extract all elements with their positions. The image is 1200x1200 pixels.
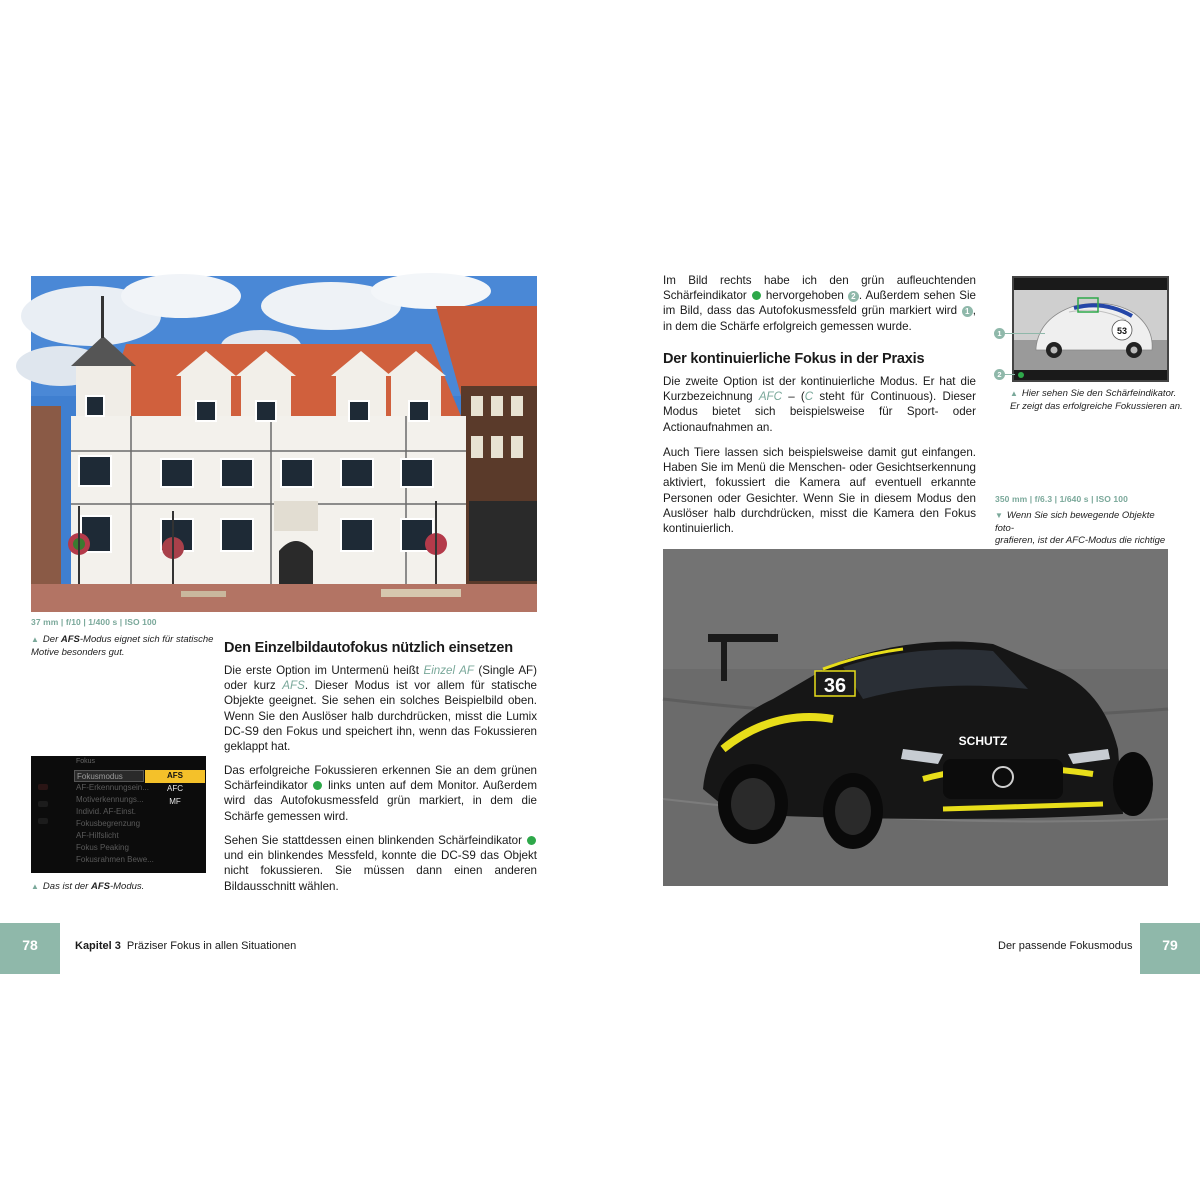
camera-focus-menu xyxy=(31,756,206,873)
menu-item[interactable]: Fokusbegrenzung xyxy=(76,819,141,828)
focus-indicator-icon xyxy=(527,836,536,845)
camera-monitor-screenshot xyxy=(1012,276,1169,382)
callout-marker-2: 2 xyxy=(994,369,1005,380)
menu-item[interactable]: Motiverkennungs... xyxy=(76,795,144,804)
footer-chapter-label: Kapitel 3 xyxy=(75,940,121,952)
footer-section-title: Der passende Fokusmodus xyxy=(998,940,1133,952)
menu-item[interactable]: AF-Erkennungsein... xyxy=(76,783,149,792)
photo-caption: ▲ Der AFS-Modus eignet sich für statische Motive besonders gut. xyxy=(31,634,214,658)
race-caption: ▼ Wenn Sie sich bewegende Objekte foto- grafieren, ist der AFC-Modus die richtige xyxy=(995,510,1166,546)
right-page-number: 79 xyxy=(1140,923,1200,974)
menu-caption: ▲ Das ist der AFS-Modus. xyxy=(31,881,145,892)
footer-chapter-title: Präziser Fokus in allen Situationen xyxy=(126,940,297,952)
paragraph-blinking-indicator: Sehen Sie stattdessen einen blinkenden Schärfeindikator und ein blinkendes Messfeld, konnte die DC-S9 das Objekt nicht fokussieren. Sie müssen dann einen anderen Bildausschnitt wählen. xyxy=(224,834,537,893)
beetle-caption: ▲ Hier sehen Sie den Schärfeindikator. Er zeigt das erfolgreiche Fokussieren an. xyxy=(1010,388,1183,412)
race-car-photo xyxy=(663,549,1168,886)
marker-2-icon: 2 xyxy=(848,291,859,302)
menu-option-mf[interactable]: MF xyxy=(169,797,181,806)
section-heading-afs: Den Einzelbildautofokus nützlich einsetzen xyxy=(224,640,513,656)
paragraph-continuous-focus: Auch Tiere lassen sich beispielsweise damit gut einfangen. Haben Sie im Menü die Menschen- oder Gesichtserkennung aktiviert, fokussiert die Kamera auf eventuell erkannte Personen oder Gesichter. Wenn Sie in diesem Modus den Auslöser halb durchdrücken, misst die Kamera den Fokus kontinuierlich. xyxy=(663,446,976,536)
car-sponsor: SCHUTZ xyxy=(958,734,1008,748)
focus-indicator-icon xyxy=(313,781,322,790)
menu-title: Fokus xyxy=(76,758,96,765)
car-number: 36 xyxy=(823,675,847,697)
left-page-number: 78 xyxy=(0,923,60,974)
menu-item[interactable]: AF-Hilfslicht xyxy=(76,831,119,840)
marker-1-icon: 1 xyxy=(962,306,973,317)
section-heading-afc: Der kontinuierliche Fokus in der Praxis xyxy=(663,351,925,367)
menu-option-afc[interactable]: AFC xyxy=(167,784,183,793)
paragraph-focus-indicator: Das erfolgreiche Fokussieren erkennen Sie an dem grünen Schärfeindikator links unten auf dem Monitor. Außerdem wird das Autofokusmessfeld grün markiert, in dem die Schärfe gemessen wird. xyxy=(224,764,537,823)
race-exif: 350 mm | f/6.3 | 1/640 s | ISO 100 xyxy=(995,494,1128,504)
callout-marker-1: 1 xyxy=(994,328,1005,339)
menu-item[interactable]: Fokusrahmen Bewe... xyxy=(76,855,154,864)
paragraph-indicator-highlight: Im Bild rechts habe ich den grün aufleuchtenden Schärfeindikator hervorgehoben 2 . Außerdem sehen Sie im Bild, dass das Autofokusmessfeld grün markiert wird 1 , in dem die Schärfe erfolgreich gemessen wurde. xyxy=(663,274,977,333)
paragraph-afc-intro: Die zweite Option ist der kontinuierliche Modus. Er hat die Kurzbezeichnung AFC – (C steht für Continuous). Dieser Modus bietet sich beispielsweise für Sport- oder Actionaufnahmen an. xyxy=(663,375,976,434)
menu-item[interactable]: Fokusmodus xyxy=(74,770,144,782)
beetle-number: 53 xyxy=(1116,326,1128,336)
photo-exif: 37 mm | f/10 | 1/400 s | ISO 100 xyxy=(31,617,157,627)
caption-arrow-icon: ▲ xyxy=(1010,389,1018,398)
town-hall-photo xyxy=(31,276,537,612)
menu-item[interactable]: Fokus Peaking xyxy=(76,843,129,852)
footer-chapter xyxy=(75,940,296,952)
menu-option-afs[interactable]: AFS xyxy=(145,770,205,783)
menu-camera-icon xyxy=(38,784,48,790)
caption-arrow-icon: ▼ xyxy=(995,511,1003,520)
paragraph-afs-intro: Die erste Option im Untermenü heißt Einzel AF (Single AF) oder kurz AFS. Dieser Modus ist vor allem für statische Objekte geeignet. Sie sehen ein solches Beispielbild oben. Wenn Sie den Auslöser halb durchdrücken, misst die Lumix DC-S9 den Fokus und speichert ihn, wenn das Fokussieren geklappt hat. xyxy=(224,664,537,754)
caption-arrow-icon: ▲ xyxy=(31,882,39,891)
menu-video-icon xyxy=(38,801,48,807)
menu-item[interactable]: Individ. AF-Einst. xyxy=(76,807,137,816)
caption-arrow-icon: ▲ xyxy=(31,635,39,644)
callout-line xyxy=(1005,333,1045,334)
callout-line xyxy=(1005,374,1015,375)
focus-indicator-icon xyxy=(752,291,761,300)
menu-gear-icon xyxy=(38,818,48,824)
